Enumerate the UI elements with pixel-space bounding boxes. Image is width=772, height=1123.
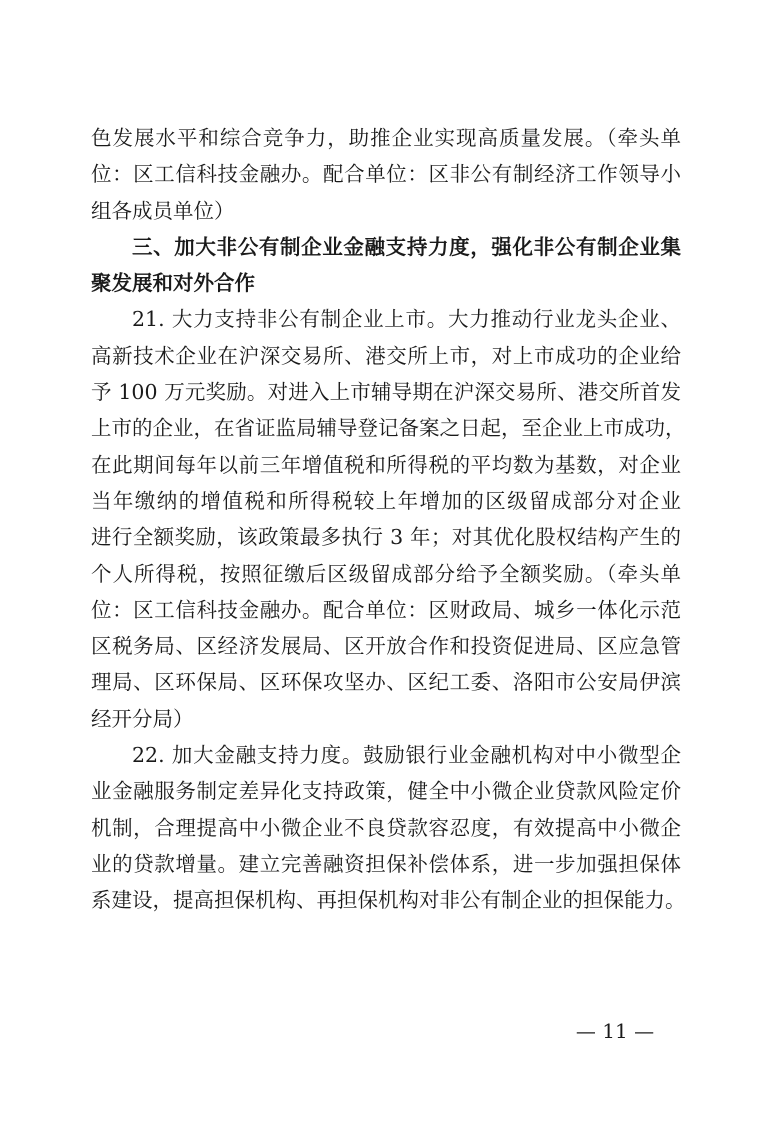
text-line: 经开分局） xyxy=(91,706,194,731)
text-line: 系建设，提高担保机构、再担保机构对非公有制企业的担保能力。 xyxy=(91,888,686,913)
text-line: 位：区工信科技金融办。配合单位：区财政局、城乡一体化示范 xyxy=(91,597,681,622)
heading-line: 聚发展和对外合作 xyxy=(91,271,255,296)
section-heading xyxy=(91,229,681,302)
page-number: — 11 — xyxy=(575,1019,655,1043)
text-line: 理局、区环保局、区环保攻坚办、区纪工委、洛阳市公安局伊滨 xyxy=(91,670,681,695)
paragraph xyxy=(91,120,681,229)
text-line: 业的贷款增量。建立完善融资担保补偿体系，进一步加强担保体 xyxy=(91,851,681,876)
text-line: 22. 加大金融支持力度。鼓励银行业金融机构对中小微型企 xyxy=(132,743,681,768)
document-body xyxy=(91,120,686,919)
text-line: 上市的企业，在省证监局辅导登记备案之日起，至企业上市成功， xyxy=(91,416,686,441)
text-line: 个人所得税，按照征缴后区级留成部分给予全额奖励。（牵头单 xyxy=(91,561,681,586)
heading-line: 三、加大非公有制企业金融支持力度，强化非公有制企业集 xyxy=(132,234,681,259)
text-line: 进行全额奖励，该政策最多执行 3 年；对其优化股权结构产生的 xyxy=(91,525,681,550)
text-line: 位：区工信科技金融办。配合单位：区非公有制经济工作领导小 xyxy=(91,162,681,187)
text-line: 区税务局、区经济发展局、区开放合作和投资促进局、区应急管 xyxy=(91,634,681,659)
text-line: 色发展水平和综合竞争力，助推企业实现高质量发展。（牵头单 xyxy=(91,126,681,150)
paragraph xyxy=(91,737,686,918)
text-line: 机制，合理提高中小微企业不良贷款容忍度，有效提高中小微企 xyxy=(91,815,681,840)
text-line: 予 100 万元奖励。对进入上市辅导期在沪深交易所、港交所首发 xyxy=(91,380,681,405)
text-line: 21. 大力支持非公有制企业上市。大力推动行业龙头企业、 xyxy=(132,307,681,332)
text-line: 组各成员单位） xyxy=(91,198,235,223)
text-line: 高新技术企业在沪深交易所、港交所上市，对上市成功的企业给 xyxy=(91,343,681,368)
text-line: 当年缴纳的增值税和所得税较上年增加的区级留成部分对企业 xyxy=(91,488,681,513)
text-line: 在此期间每年以前三年增值税和所得税的平均数为基数，对企业 xyxy=(91,452,681,477)
paragraph xyxy=(91,301,686,737)
text-line: 业金融服务制定差异化支持政策，健全中小微企业贷款风险定价 xyxy=(91,779,681,804)
